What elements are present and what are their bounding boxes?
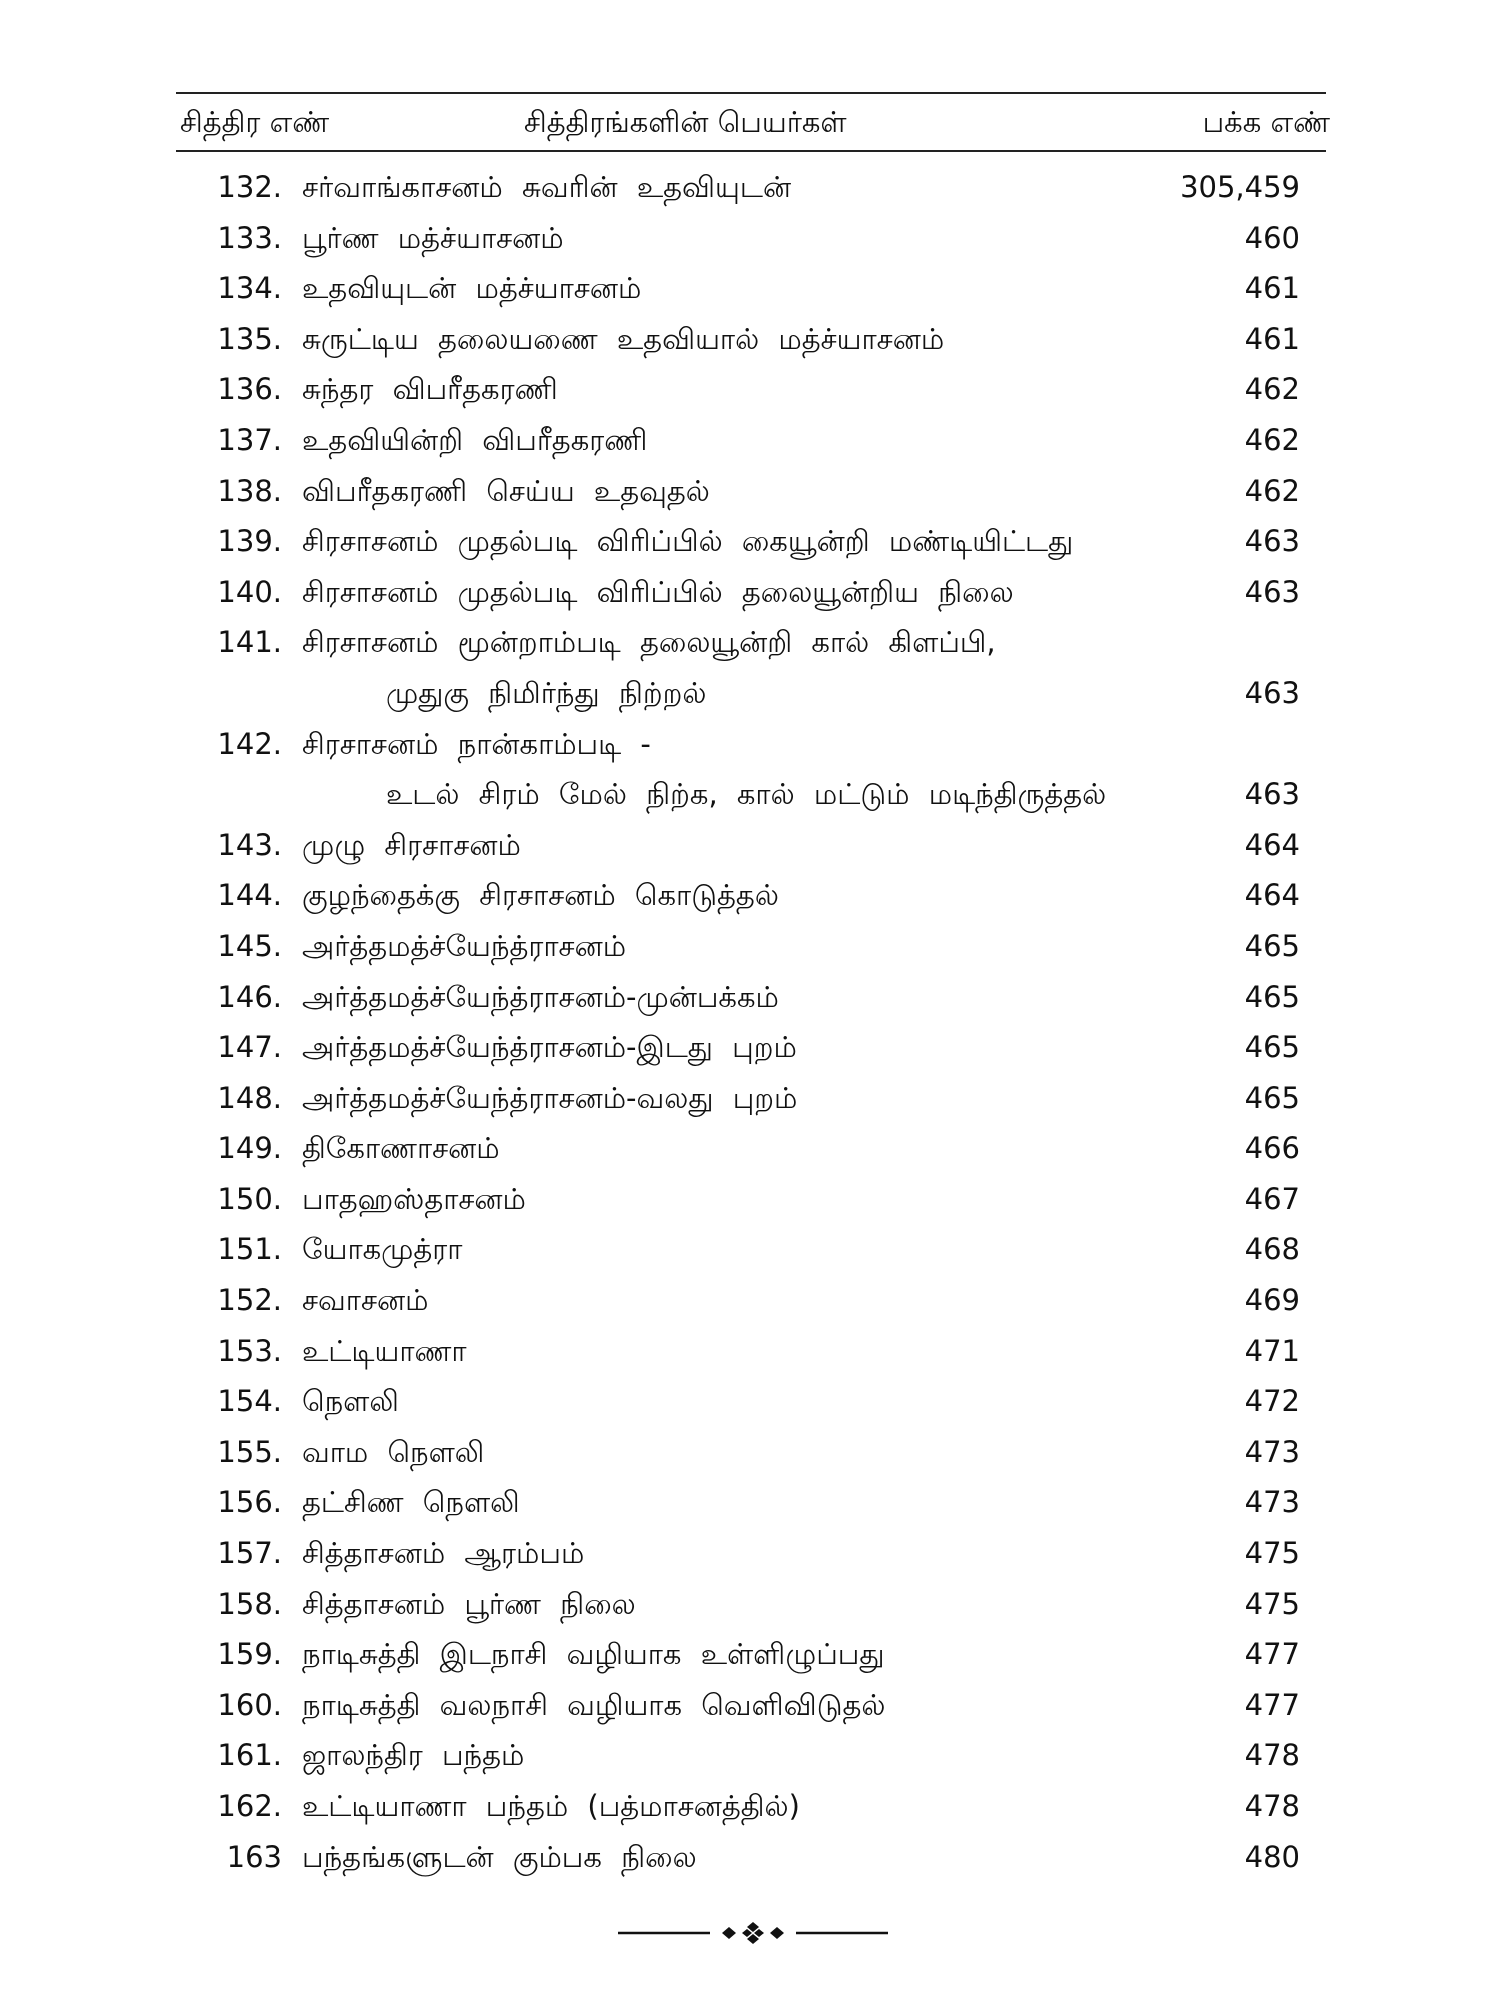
page-number: 473	[1244, 1485, 1300, 1520]
figure-title: உடல் சிரம் மேல் நிற்க, கால் மட்டும் மடிந்திருத்தல்	[386, 777, 1107, 812]
figure-number: 136.	[217, 372, 282, 407]
list-item	[0, 618, 1500, 669]
figure-number: 155.	[217, 1434, 282, 1469]
page-number: 468	[1244, 1232, 1300, 1267]
figure-title: உதவியுடன் மத்ச்யாசனம்	[302, 271, 642, 306]
figure-number: 146.	[217, 979, 282, 1014]
page-number: 460	[1244, 220, 1300, 255]
figure-number: 140.	[217, 574, 282, 609]
list-item	[0, 973, 1500, 1024]
figure-number: 149.	[217, 1131, 282, 1166]
list-item	[0, 1377, 1500, 1428]
figure-number: 158.	[217, 1586, 282, 1621]
figure-number: 145.	[217, 928, 282, 963]
page-number: 465	[1244, 1030, 1300, 1065]
figure-title: சிரசாசனம் முதல்படி விரிப்பில் தலையூன்றிய நிலை	[302, 574, 1014, 609]
list-item	[0, 568, 1500, 619]
figure-number: 148.	[217, 1080, 282, 1115]
figure-title: சுருட்டிய தலையணை உதவியால் மத்ச்யாசனம்	[302, 321, 945, 356]
header-page-column: பக்க எண்	[1202, 105, 1330, 139]
list-item	[0, 922, 1500, 973]
figure-number: 138.	[217, 473, 282, 508]
list-item	[0, 1681, 1500, 1732]
figure-title: சித்தாசனம் பூர்ண நிலை	[302, 1586, 636, 1621]
figure-title: சிரசாசனம் நான்காம்படி -	[302, 726, 651, 761]
figure-list	[0, 163, 1500, 1883]
page-number: 471	[1244, 1333, 1300, 1368]
list-item	[0, 1833, 1500, 1884]
list-item	[0, 365, 1500, 416]
figure-title: அர்த்தமத்ச்யேந்த்ராசனம்	[302, 928, 627, 963]
figure-number: 151.	[217, 1232, 282, 1267]
list-item	[0, 264, 1500, 315]
figure-title: முதுகு நிமிர்ந்து நிற்றல்	[386, 675, 707, 710]
page-number: 478	[1244, 1789, 1300, 1823]
figure-number: 152.	[217, 1283, 282, 1318]
figure-number: 139.	[217, 524, 282, 559]
list-item	[0, 1124, 1500, 1175]
page-number: 463	[1244, 675, 1300, 710]
figure-title: அர்த்தமத்ச்யேந்த்ராசனம்-முன்பக்கம்	[302, 979, 779, 1014]
list-item	[0, 1023, 1500, 1074]
figure-title: உட்டியாணா	[302, 1333, 467, 1368]
figure-number: 133.	[217, 220, 282, 255]
list-item	[0, 315, 1500, 366]
figure-title: சுந்தர விபரீதகரணி	[302, 372, 558, 407]
figure-title: பாதஹஸ்தாசனம்	[302, 1181, 526, 1216]
figure-number: 156.	[217, 1485, 282, 1520]
figure-number: 137.	[217, 422, 282, 457]
figure-number: 160.	[217, 1687, 282, 1722]
figure-number: 143.	[217, 827, 282, 862]
list-item	[0, 871, 1500, 922]
page-number: 464	[1244, 878, 1300, 913]
ornament-divider-icon	[618, 1918, 888, 1948]
page-number: 464	[1244, 827, 1300, 862]
list-item	[0, 669, 1500, 720]
figure-number: 163	[226, 1839, 282, 1874]
figure-title: சர்வாங்காசனம் சுவரின் உதவியுடன்	[302, 170, 792, 204]
figure-number: 154.	[217, 1384, 282, 1419]
list-item	[0, 1175, 1500, 1226]
list-item	[0, 1580, 1500, 1631]
page-number: 305,459	[1180, 170, 1300, 204]
list-item	[0, 163, 1500, 214]
page-number: 475	[1244, 1586, 1300, 1621]
figure-title: தட்சிண நௌலி	[302, 1485, 520, 1520]
figure-number: 153.	[217, 1333, 282, 1368]
page-number: 465	[1244, 1080, 1300, 1115]
page-number: 462	[1244, 422, 1300, 457]
header-title-column: சித்திரங்களின் பெயர்கள்	[524, 105, 847, 139]
header-bottom-rule	[176, 150, 1326, 152]
figure-title: யோகமுத்ரா	[302, 1232, 463, 1267]
page-number: 469	[1244, 1283, 1300, 1318]
figure-title: நாடிசுத்தி வலநாசி வழியாக வெளிவிடுதல்	[302, 1687, 886, 1722]
page-number: 473	[1244, 1434, 1300, 1469]
figure-title: உட்டியாணா பந்தம் (பத்மாசனத்தில்)	[302, 1789, 800, 1823]
page-number: 462	[1244, 372, 1300, 407]
list-item	[0, 1782, 1500, 1833]
figure-number: 132.	[217, 170, 282, 204]
page-number: 472	[1244, 1384, 1300, 1419]
figure-title: பந்தங்களுடன் கும்பக நிலை	[302, 1839, 697, 1874]
figure-number: 150.	[217, 1181, 282, 1216]
figure-title: ஜாலந்திர பந்தம்	[302, 1738, 525, 1773]
figure-number: 144.	[217, 878, 282, 913]
figure-title: சிரசாசனம் மூன்றாம்படி தலையூன்றி கால் கிளப்பி,	[302, 625, 996, 660]
page-number: 463	[1244, 574, 1300, 609]
page-number: 477	[1244, 1687, 1300, 1722]
figure-title: சித்தாசனம் ஆரம்பம்	[302, 1536, 585, 1571]
list-item	[0, 821, 1500, 872]
list-item	[0, 1478, 1500, 1529]
page-number: 463	[1244, 777, 1300, 812]
list-item	[0, 1630, 1500, 1681]
figure-title: விபரீதகரணி செய்ய உதவுதல்	[302, 473, 710, 508]
header-top-rule	[176, 92, 1326, 94]
header-number-column: சித்திர எண்	[180, 105, 330, 139]
page-number: 462	[1244, 473, 1300, 508]
list-item	[0, 720, 1500, 771]
figure-title: சவாசனம்	[302, 1283, 429, 1318]
page-number: 465	[1244, 928, 1300, 963]
list-item	[0, 1074, 1500, 1125]
figure-number: 157.	[217, 1536, 282, 1571]
list-item	[0, 214, 1500, 265]
figure-number: 135.	[217, 321, 282, 356]
page-number: 461	[1244, 321, 1300, 356]
page-number: 480	[1244, 1839, 1300, 1874]
figure-number: 141.	[217, 625, 282, 660]
figure-title: நௌலி	[302, 1384, 399, 1419]
list-item	[0, 1276, 1500, 1327]
list-item	[0, 517, 1500, 568]
page-number: 478	[1244, 1738, 1300, 1773]
figure-title: சிரசாசனம் முதல்படி விரிப்பில் கையூன்றி மண்டியிட்டது	[302, 524, 1074, 559]
page-number: 466	[1244, 1131, 1300, 1166]
figure-number: 159.	[217, 1637, 282, 1672]
figure-number: 134.	[217, 271, 282, 306]
list-item	[0, 1731, 1500, 1782]
figure-number: 147.	[217, 1030, 282, 1065]
page-number: 465	[1244, 979, 1300, 1014]
page-number: 463	[1244, 524, 1300, 559]
figure-title: அர்த்தமத்ச்யேந்த்ராசனம்-இடது புறம்	[302, 1030, 797, 1065]
page-number: 477	[1244, 1637, 1300, 1672]
list-item	[0, 770, 1500, 821]
figure-number: 161.	[217, 1738, 282, 1773]
figure-title: பூர்ண மத்ச்யாசனம்	[302, 220, 564, 255]
page-number: 475	[1244, 1536, 1300, 1571]
list-item	[0, 416, 1500, 467]
page-number: 467	[1244, 1181, 1300, 1216]
figure-number: 142.	[217, 726, 282, 761]
figure-number: 162.	[217, 1789, 282, 1823]
figure-title: அர்த்தமத்ச்யேந்த்ராசனம்-வலது புறம்	[302, 1080, 798, 1115]
list-item	[0, 1225, 1500, 1276]
figure-title: உதவியின்றி விபரீதகரணி	[302, 422, 648, 457]
list-item	[0, 1529, 1500, 1580]
list-item	[0, 1327, 1500, 1378]
list-item	[0, 1428, 1500, 1479]
page-number: 461	[1244, 271, 1300, 306]
list-item	[0, 467, 1500, 518]
figure-title: திகோணாசனம்	[302, 1131, 500, 1166]
figure-title: வாம நௌலி	[302, 1434, 485, 1469]
figure-title: முழு சிரசாசனம்	[302, 827, 521, 862]
figure-title: குழந்தைக்கு சிரசாசனம் கொடுத்தல்	[302, 878, 779, 913]
figure-title: நாடிசுத்தி இடநாசி வழியாக உள்ளிழுப்பது	[302, 1637, 885, 1672]
